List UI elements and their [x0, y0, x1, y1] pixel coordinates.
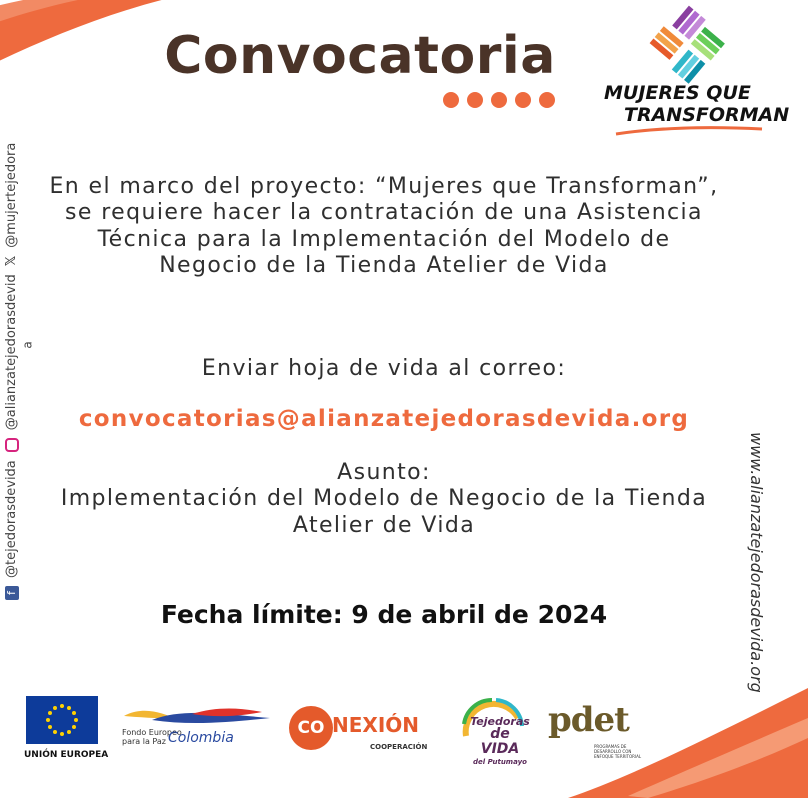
tejedoras-line-1: Tejedoras — [470, 715, 530, 728]
conexion-logo-mark: CO — [289, 706, 333, 750]
page-title: Convocatoria — [164, 26, 556, 86]
subject-label: Asunto: — [337, 460, 431, 485]
intro-text: En el marco del proyecto: “Mujeres que Transforman”, se requiere hacer la contratación de una Asistencia Técnica para la Implementación del Modelo de Negocio de la Tienda Atelier de Vida — [49, 174, 719, 279]
tejedoras-text — [470, 716, 530, 768]
logo-line-1: MUJERES QUE — [604, 82, 751, 104]
conexion-logo-text: NEXIÓN — [332, 713, 420, 737]
tejedoras-line-3: del Putumayo — [473, 758, 527, 766]
fondo-line-1: Fondo Europeo — [122, 728, 182, 737]
deadline-text: Fecha límite: 9 de abril de 2024 — [160, 600, 608, 629]
social-handles — [4, 143, 19, 600]
send-cv-text: Enviar hoja de vida al correo: — [201, 356, 567, 381]
instagram-handle: @alianzatejedorasdevid — [4, 274, 19, 431]
facebook-icon: f — [5, 586, 19, 600]
colombia-text: Colombia — [168, 730, 234, 746]
logo-text — [604, 82, 790, 126]
subject-block — [48, 460, 720, 539]
website-url: www.alianzatejedorasdevida.org — [747, 432, 766, 693]
instagram-icon — [5, 438, 19, 452]
pdet-logo: pdet — [548, 700, 629, 740]
pdet-sub-text: PROGRAMAS DE DESARROLLO CON ENFOQUE TERRITORIAL — [594, 744, 642, 759]
contact-email: convocatorias@alianzatejedorasdevida.org — [78, 406, 690, 432]
tejedoras-line-2: de VIDA — [480, 726, 520, 757]
subject-text: Implementación del Modelo de Negocio de la Tienda Atelier de Vida — [60, 486, 708, 538]
logo-line-2: TRANSFORMAN — [624, 104, 790, 126]
decorative-dots — [443, 92, 555, 108]
facebook-handle: @tejedorasdevida — [4, 460, 19, 578]
fondo-line-2: para la Paz — [122, 737, 166, 746]
eu-flag-logo — [26, 696, 98, 744]
conexion-sub-text: COOPERACIÓN — [370, 743, 428, 751]
instagram-handle-overflow: a — [20, 341, 35, 349]
eu-label: UNIÓN EUROPEA — [24, 750, 109, 760]
x-icon: 𝕏 — [4, 255, 19, 267]
x-handle: @mujertejedora — [4, 142, 19, 248]
